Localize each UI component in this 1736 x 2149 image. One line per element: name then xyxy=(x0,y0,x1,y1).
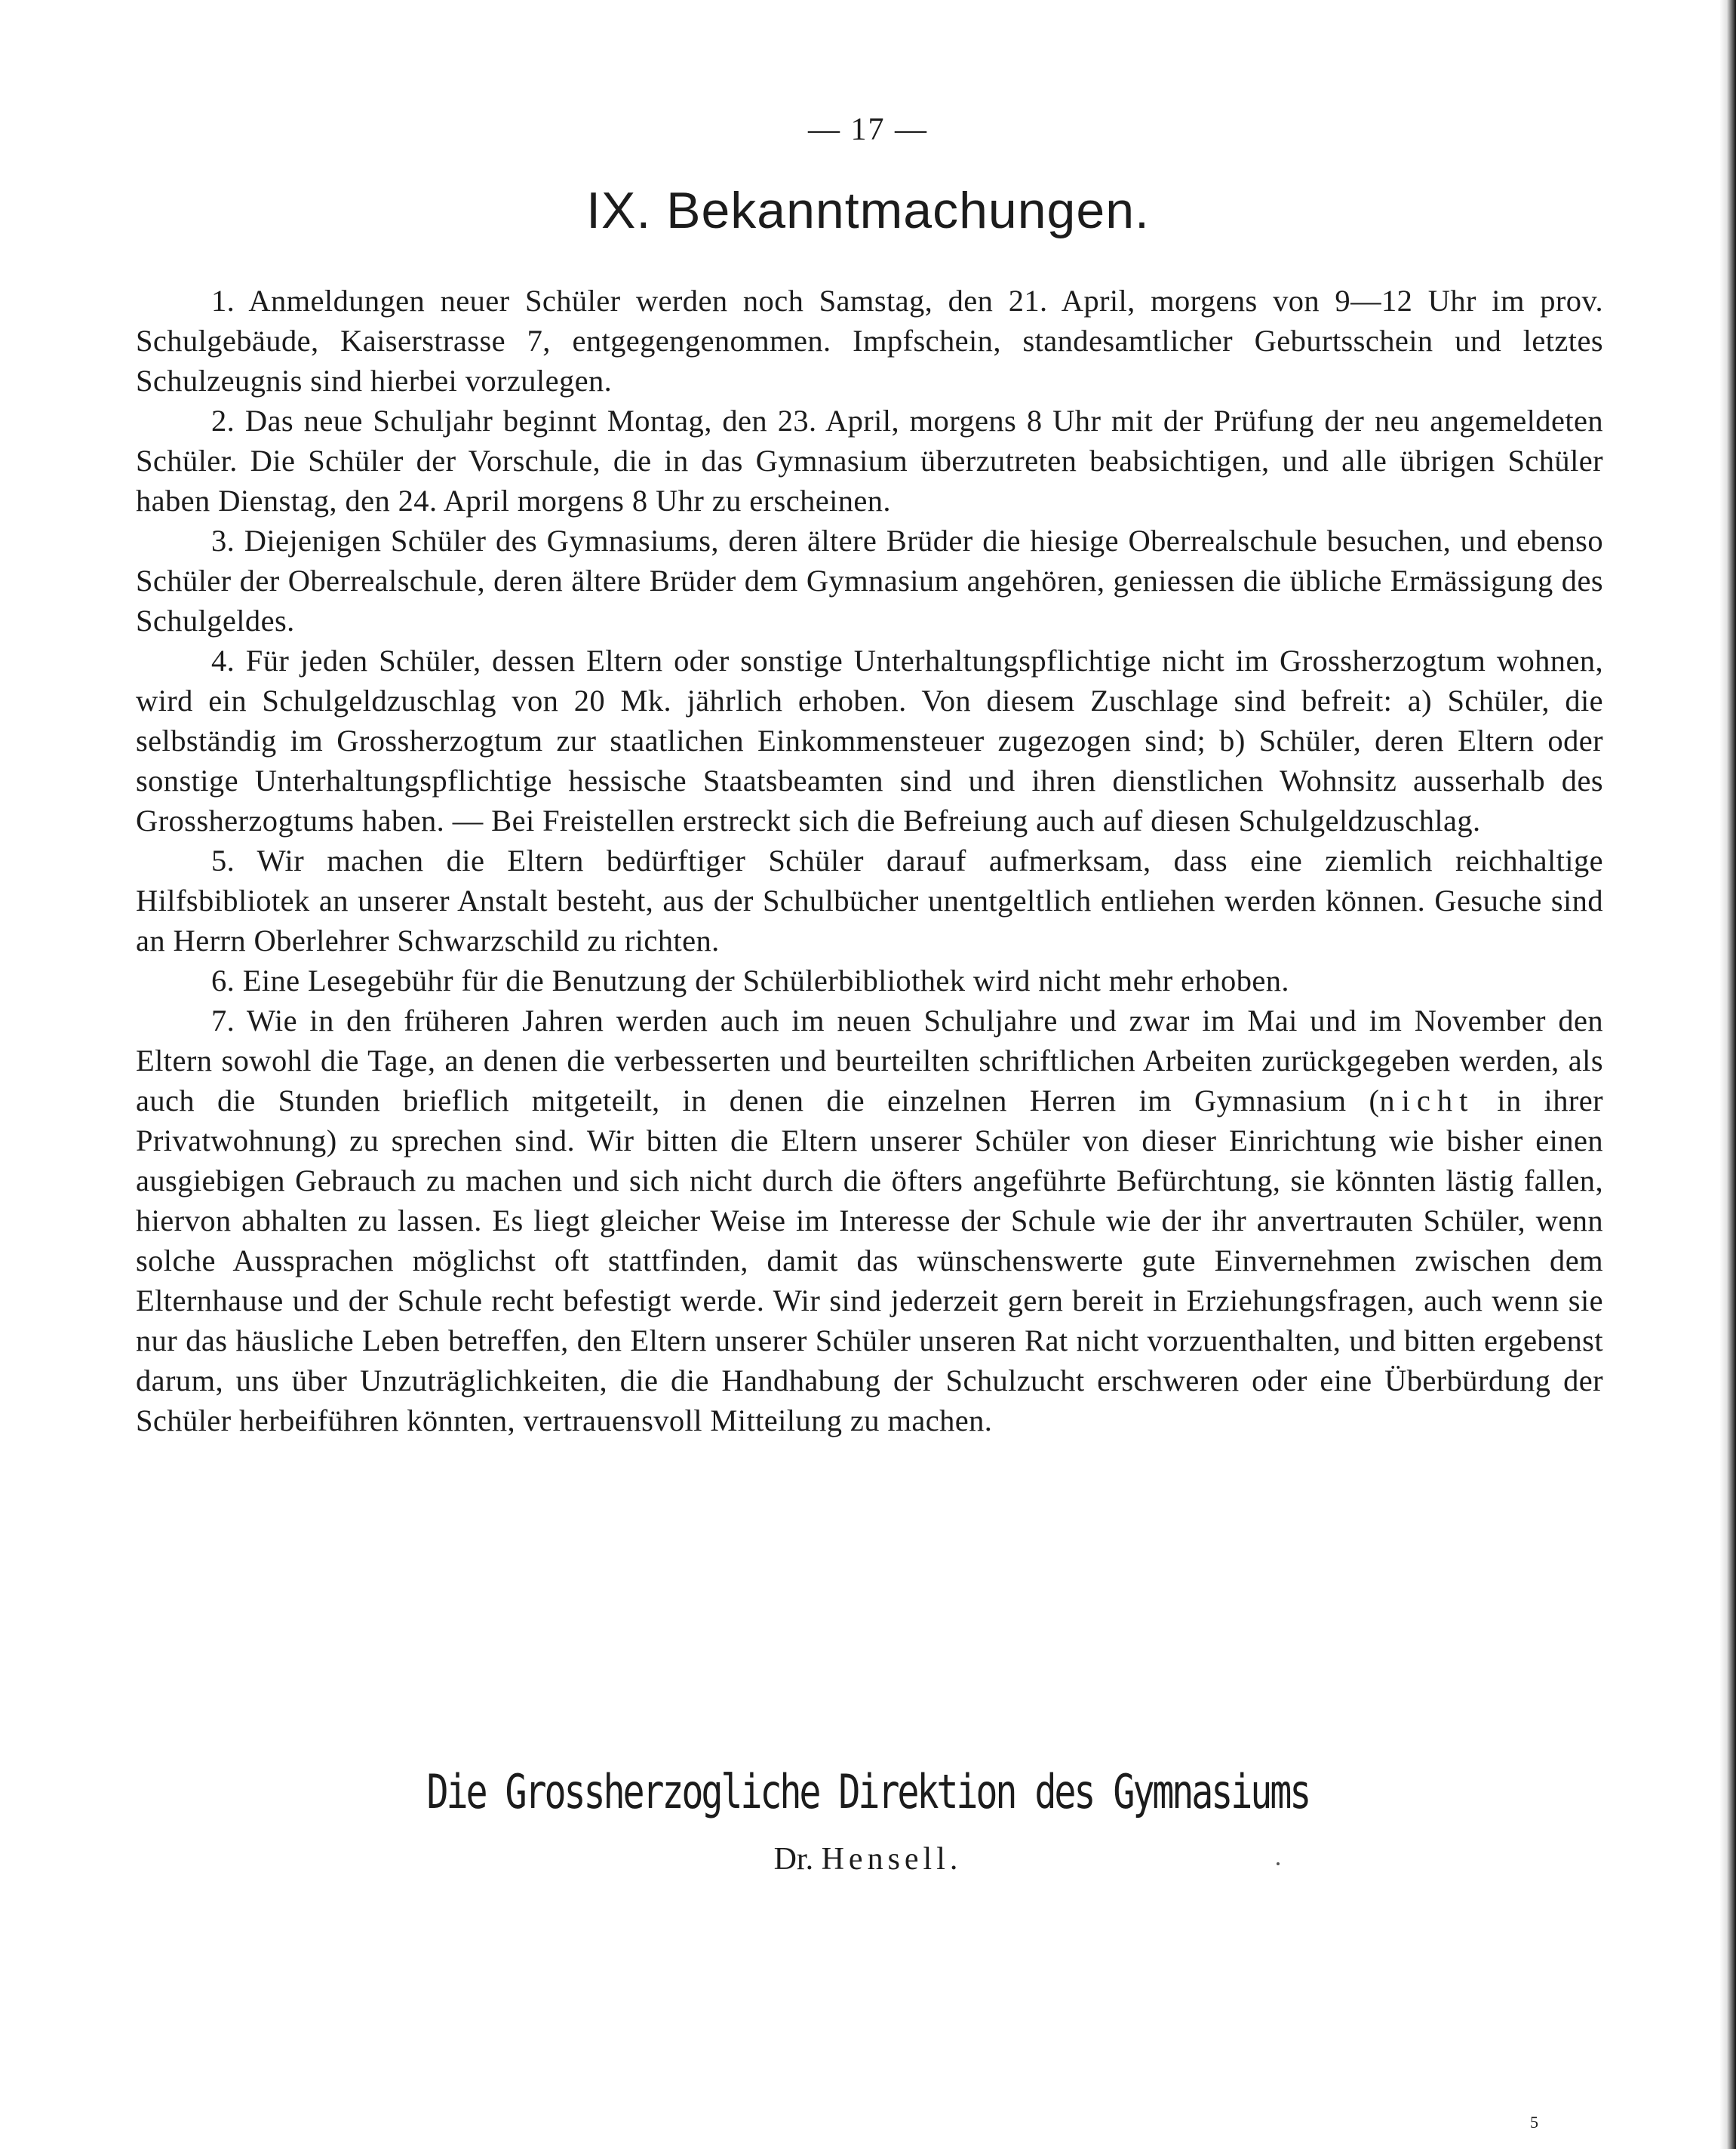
paragraph-4: 4. Für jeden Schüler, dessen Eltern oder sonstige Unterhaltungspflichtige nicht im Grossherzogtum wohnen, wird ein Schulgeldzuschlag von 20 Mk. jährlich erhoben. Von diesem Zuschlage sind befreit: a) Schüler, die selbständig im Grossherzogtum zur staatlichen Einkommensteuer zugezogen sind; b) Schüler, deren Eltern oder sonstige Unterhaltungspflichtige hessische Staatsbeamten sind und ihren dienstlichen Wohnsitz ausserhalb des Grossherzogtums haben. — Bei Freistellen erstreckt sich die Befreiung auch auf diesen Schulgeldzuschlag. xyxy=(136,644,1603,838)
signer-title: Dr. xyxy=(773,1842,814,1877)
paragraph-5: 5. Wir machen die Eltern bedürftiger Schüler darauf aufmerksam, dass eine ziemlich reichhaltige Hilfsbibliotek an unserer Anstalt besteht, aus der Schulbücher unentgeltlich entliehen werden können. Gesuche sind an Herrn Oberlehrer Schwarzschild zu richten. xyxy=(136,844,1603,958)
sheet-number: 5 xyxy=(1530,2113,1538,2132)
section-heading: IX. Bekanntmachungen. xyxy=(586,182,1150,239)
paragraph-7-part-2: in ihrer Privatwohnung) zu sprechen sind. Wir bitten die Eltern unserer Schüler von dieser Einrichtung wie bisher einen ausgiebigen Gebrauch zu machen und sich nicht durch die öfters angeführte Befürchtung, sie könnten lästig fallen, hiervon abhalten zu lassen. Es liegt gleicher Weise im Interesse der Schule wie der ihr anvertrauten Schüler, wenn solche Aussprachen möglichst oft stattfinden, damit das wünschenswerte gute Einvernehmen zwischen dem Elternhause und der Schule recht befestigt werde. Wir sind jederzeit gern bereit in Erziehungsfragen, auch wenn sie nur das häusliche Leben betreffen, den Eltern unserer Schüler unseren Rat nicht vorzuenthalten, und bitten ergebenst darum, uns über Unzuträglichkeiten, die die Handhabung der Schulzucht erschweren oder eine Überbürdung der Schüler herbeiführen könnten, vertrauensvoll Mitteilung zu machen. xyxy=(136,1084,1603,1437)
paragraph-7-emphasis: nicht xyxy=(1379,1084,1475,1118)
paragraph-7-part-1: 7. Wie in den früheren Jahren werden auch im neuen Schuljahre und zwar im Mai und im November den Eltern sowohl die Tage, an denen die verbesserten und beurteilten schriftlichen Arbeiten zurückgegeben werden, als auch die Stunden brieflich mitgeteilt, in denen die einzelnen Herren im Gymnasium ( xyxy=(136,1004,1603,1118)
paragraph-6: 6. Eine Lesegebühr für die Benutzung der Schülerbibliothek wird nicht mehr erhoben. xyxy=(211,964,1289,998)
paragraph-7 xyxy=(136,1001,1603,1440)
signer-line xyxy=(0,1841,1736,1877)
signature-institution: Die Grossherzogliche Direktion des Gymnasiums xyxy=(426,1764,1310,1819)
announcements-body xyxy=(136,281,1603,1440)
page-number: — 17 — xyxy=(808,112,928,147)
paragraph-2: 2. Das neue Schuljahr beginnt Montag, den 23. April, morgens 8 Uhr mit der Prüfung der neu angemeldeten Schüler. Die Schüler der Vorschule, die in das Gymnasium überzutreten beabsichtigen, und alle übrigen Schüler haben Dienstag, den 24. April morgens 8 Uhr zu erscheinen. xyxy=(136,404,1603,518)
page-edge-shadow xyxy=(1719,0,1736,2149)
paragraph-3: 3. Diejenigen Schüler des Gymnasiums, deren ältere Brüder die hiesige Oberrealschule besuchen, und ebenso Schüler der Oberrealschule, deren ältere Brüder dem Gymnasium angehören, geniessen die übliche Ermässigung des Schulgeldes. xyxy=(136,524,1603,638)
paragraph-1: 1. Anmeldungen neuer Schüler werden noch Samstag, den 21. April, morgens von 9—12 Uhr im prov. Schulgebäude, Kaiserstrasse 7, entgegengenommen. Impfschein, standesamtlicher Geburtsschein und letztes Schulzeugnis sind hierbei vorzulegen. xyxy=(136,284,1603,398)
signer-name: Hensell. xyxy=(821,1842,963,1877)
print-speck xyxy=(1277,1862,1280,1865)
